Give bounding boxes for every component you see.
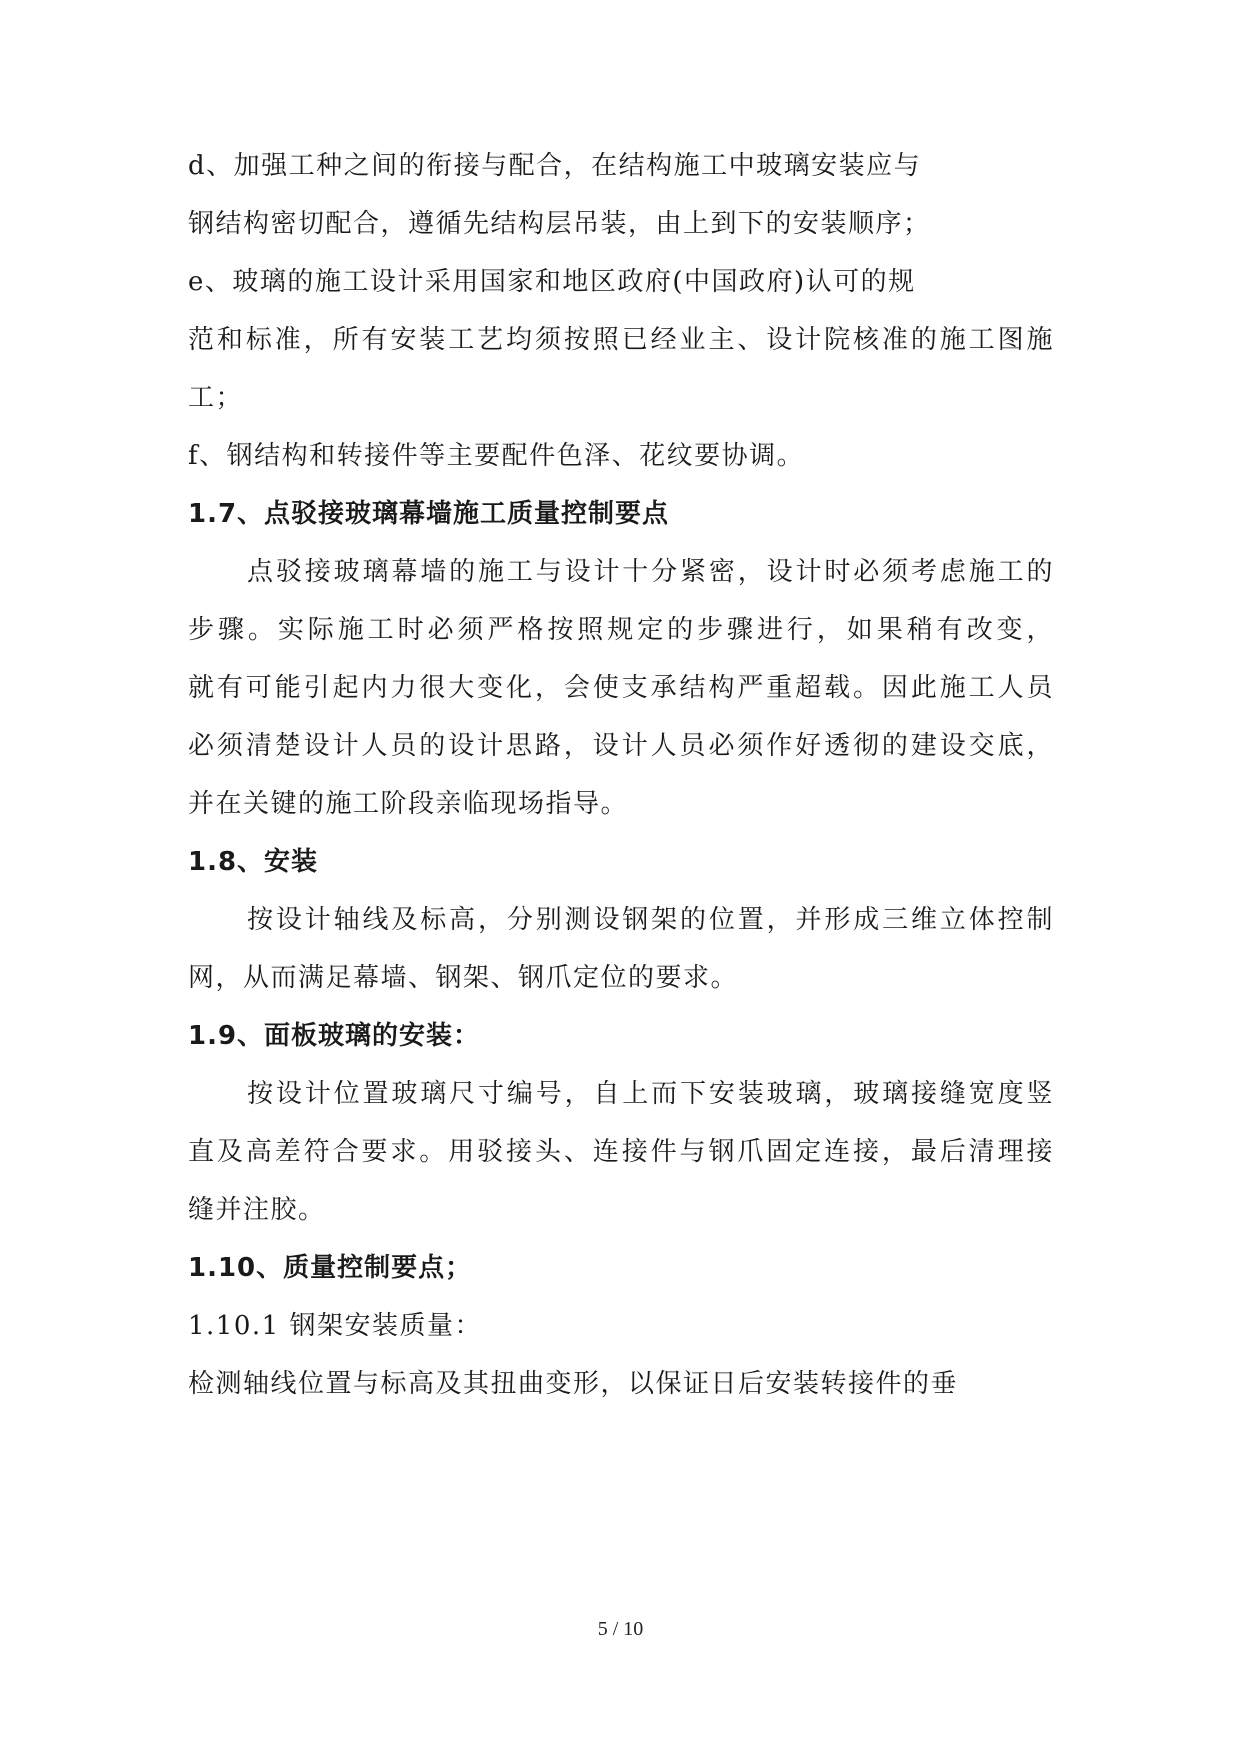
paragraph-1-7-line-3: 就有可能引起内力很大变化，会使支承结构严重超载。因此施工人员 [188,673,1054,703]
page-number: 5 / 10 [597,1618,644,1640]
paragraph-1-7-line-5: 并在关键的施工阶段亲临现场指导。 [188,789,629,819]
paragraph-1-9-line-1: 按设计位置玻璃尺寸编号，自上而下安装玻璃，玻璃接缝宽度竖 [247,1079,1054,1109]
paragraph-1-10-1-line-1: 检测轴线位置与标高及其扭曲变形，以保证日后安装转接件的垂 [188,1369,959,1399]
paragraph-1-9-line-2: 直及高差符合要求。用驳接头、连接件与钢爪固定连接，最后清理接 [188,1137,1054,1167]
item-f-line-1: f、钢结构和转接件等主要配件色泽、花纹要协调。 [188,441,805,471]
item-e-line-1: e、玻璃的施工设计采用国家和地区政府(中国政府)认可的规 [188,267,916,297]
paragraph-1-7-line-1: 点驳接玻璃幕墙的施工与设计十分紧密，设计时必须考虑施工的 [247,557,1054,587]
section-heading-1-10: 1.10、质量控制要点； [188,1253,473,1283]
paragraph-1-7-line-2: 步骤。实际施工时必须严格按照规定的步骤进行，如果稍有改变， [188,615,1054,645]
section-heading-1-8: 1.8、安装 [188,847,319,877]
item-e-line-3: 工； [188,383,244,413]
paragraph-1-8-line-1: 按设计轴线及标高，分别测设钢架的位置，并形成三维立体控制 [247,905,1054,935]
item-e-line-2: 范和标准，所有安装工艺均须按照已经业主、设计院核准的施工图施 [188,325,1054,355]
paragraph-1-9-line-3: 缝并注胶。 [188,1195,326,1225]
section-heading-1-7: 1.7、点驳接玻璃幕墙施工质量控制要点 [188,499,670,529]
item-d-line-2: 钢结构密切配合，遵循先结构层吊装，由上到下的安装顺序； [188,209,931,239]
paragraph-1-8-line-2: 网，从而满足幕墙、钢架、钢爪定位的要求。 [188,963,739,993]
paragraph-1-7-line-4: 必须清楚设计人员的设计思路，设计人员必须作好透彻的建设交底， [188,731,1054,761]
subsection-heading-1-10-1: 1.10.1 钢架安装质量： [188,1311,482,1341]
section-heading-1-9: 1.9、面板玻璃的安装： [188,1021,481,1051]
item-d-line-1: d、加强工种之间的衔接与配合，在结构施工中玻璃安装应与 [188,151,922,181]
